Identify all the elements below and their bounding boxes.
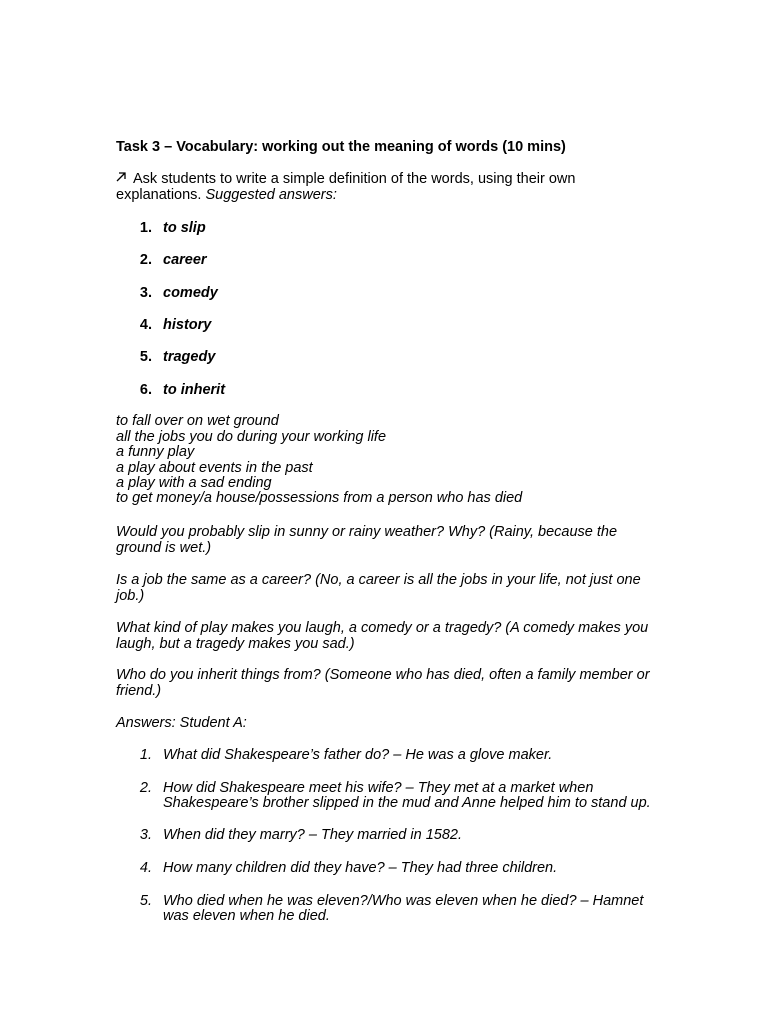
- arrow-pointer-icon: [116, 172, 127, 182]
- answers-label: Answers: Student A:: [116, 715, 247, 731]
- instruction-line-1: [116, 171, 575, 187]
- instruction-text-2: explanations.: [116, 187, 202, 203]
- vocab-word: history: [163, 317, 212, 333]
- definition: a play with a sad ending: [116, 475, 272, 491]
- answer-number: 3.: [139, 827, 152, 843]
- definition: to fall over on wet ground: [116, 413, 279, 429]
- vocab-word: tragedy: [163, 349, 216, 365]
- vocab-number: 1.: [139, 220, 152, 236]
- answer-line: How did Shakespeare meet his wife? – They met at a market when: [163, 780, 594, 796]
- question-line: Is a job the same as a career? (No, a career is all the jobs in your life, not just one: [116, 572, 641, 588]
- answer-line: What did Shakespeare’s father do? – He was a glove maker.: [163, 747, 553, 763]
- answer-number: 4.: [139, 860, 152, 876]
- question-line: laugh, but a tragedy makes you sad.): [116, 636, 355, 652]
- answer-number: 2.: [139, 780, 152, 796]
- question-line: ground is wet.): [116, 540, 212, 556]
- vocab-number: 6.: [139, 382, 152, 398]
- answer-line: When did they marry? – They married in 1582.: [163, 827, 462, 843]
- definition: a play about events in the past: [116, 460, 313, 476]
- definition: to get money/a house/possessions from a person who has died: [116, 490, 523, 506]
- vocab-word: to inherit: [163, 382, 226, 398]
- instruction-text-1: Ask students to write a simple definition of the words, using their own: [133, 171, 576, 187]
- definition: a funny play: [116, 444, 195, 460]
- vocab-word: comedy: [163, 285, 218, 301]
- task-heading: Task 3 – Vocabulary: working out the meaning of words (10 mins): [116, 139, 566, 155]
- vocab-word: career: [163, 252, 207, 268]
- question-line: job.): [116, 588, 145, 604]
- answer-number: 1.: [139, 747, 152, 763]
- answer-line: How many children did they have? – They had three children.: [163, 860, 558, 876]
- question-line: Who do you inherit things from? (Someone who has died, often a family member or: [116, 667, 650, 683]
- question-line: What kind of play makes you laugh, a comedy or a tragedy? (A comedy makes you: [116, 620, 649, 636]
- answer-number: 5.: [139, 893, 152, 909]
- instruction-line-2: [116, 187, 337, 203]
- vocab-number: 4.: [139, 317, 152, 333]
- vocab-number: 5.: [139, 349, 152, 365]
- vocab-number: 2.: [139, 252, 152, 268]
- answer-line: Shakespeare’s brother slipped in the mud and Anne helped him to stand up.: [163, 795, 651, 811]
- definition: all the jobs you do during your working life: [116, 429, 387, 445]
- question-line: friend.): [116, 683, 162, 699]
- suggested-answers-label: Suggested answers:: [205, 187, 337, 203]
- answer-line: Who died when he was eleven?/Who was eleven when he died? – Hamnet: [163, 893, 644, 909]
- vocab-number: 3.: [139, 285, 152, 301]
- answer-line: was eleven when he died.: [163, 908, 330, 924]
- vocab-word: to slip: [163, 220, 206, 236]
- question-line: Would you probably slip in sunny or rainy weather? Why? (Rainy, because the: [116, 524, 618, 540]
